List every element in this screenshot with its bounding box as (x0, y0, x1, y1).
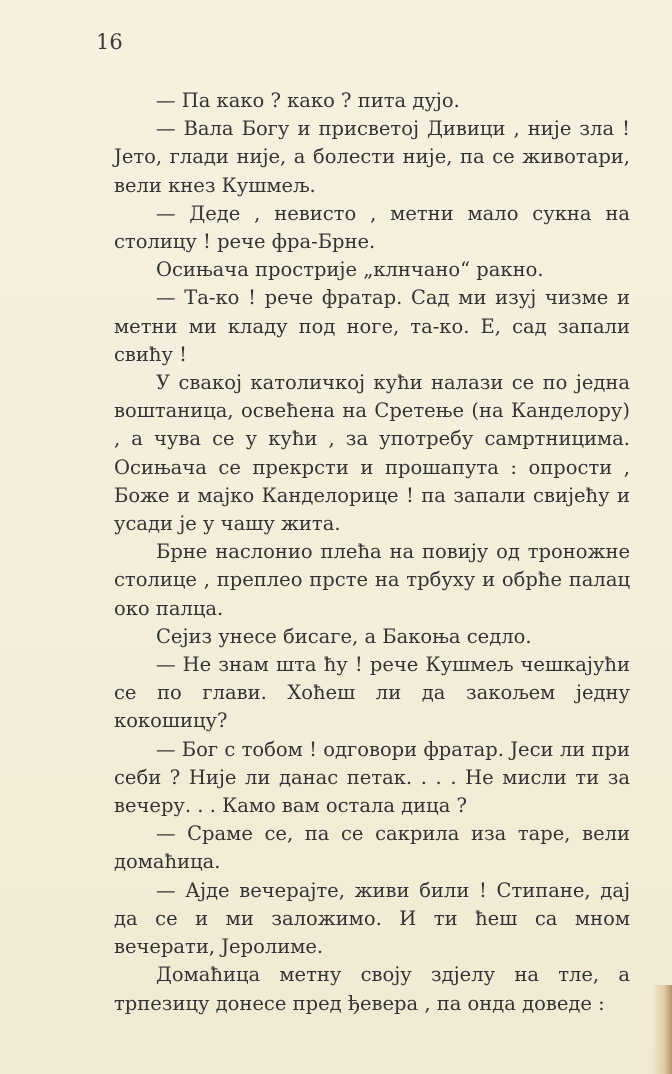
paragraph: У свакој католичкој куħи налази се по једна воштаница, освеħена на Сретење (на Канделору) , а чува се у куħи , за употребу самртницима. Осињача се прекрсти и прошапута : опрости , Боже и мајко Канделорице ! па запали свијеħу и усади је у чашу жита. (114, 371, 630, 536)
paragraph: Домаħица метну своју здјелу на тле, а трпезицу донесе пред ђевера , па онда доведе : (114, 963, 630, 1015)
paragraph: — Па како ? како ? пита дујо. (156, 89, 460, 112)
paragraph: Брне наслонио плеħа на повију од троножне столице , преплео прсте на трбуху и обрħе палац око палца. (114, 540, 630, 620)
paragraph: — Сраме се, па се сакрила иза таре, вели домаħица. (114, 822, 630, 874)
paragraph: Осињача простриjе „клнчано“ ракно. (156, 258, 544, 282)
body-text (114, 87, 630, 1018)
paragraph: — Та-ко ! рече фратар. Сад ми изуј чизме и метни ми кладу под ноге, та-ко. Е, сад запали свиħу ! (114, 286, 630, 366)
paragraph: — Вала Богу и присветој Дивици , није зла ! Јето, глади није, а болести није, па се животари, вели кнез Кушмељ. (114, 117, 630, 197)
paragraph: — Деде , невисто , метни мало сукна на столицу ! рече фра-Брне. (114, 201, 630, 254)
paragraph: — Ајде вечерајте, живи били ! Стипане, дај да се и ми заложимо. И ти ħеш са мном вечерати, Јеролиме. (114, 878, 630, 959)
paragraph: Сејиз унесе бисаге, а Бакоња седло. (156, 624, 532, 648)
paragraph: — Не знам шта ħу ! рече Кушмељ чешкајуħи се по глави. Хоħеш ли да закољем једну кокошицу? (114, 653, 630, 733)
page-edge-stain (652, 985, 672, 1074)
page-number: 16 (96, 30, 123, 54)
paragraph: — Бог с тобом ! одговори фратар. Јеси ли при себи ? Није ли данас петак. . . . Не мисли ти за вечеру. . . Камо вам остала дица ? (114, 737, 630, 818)
